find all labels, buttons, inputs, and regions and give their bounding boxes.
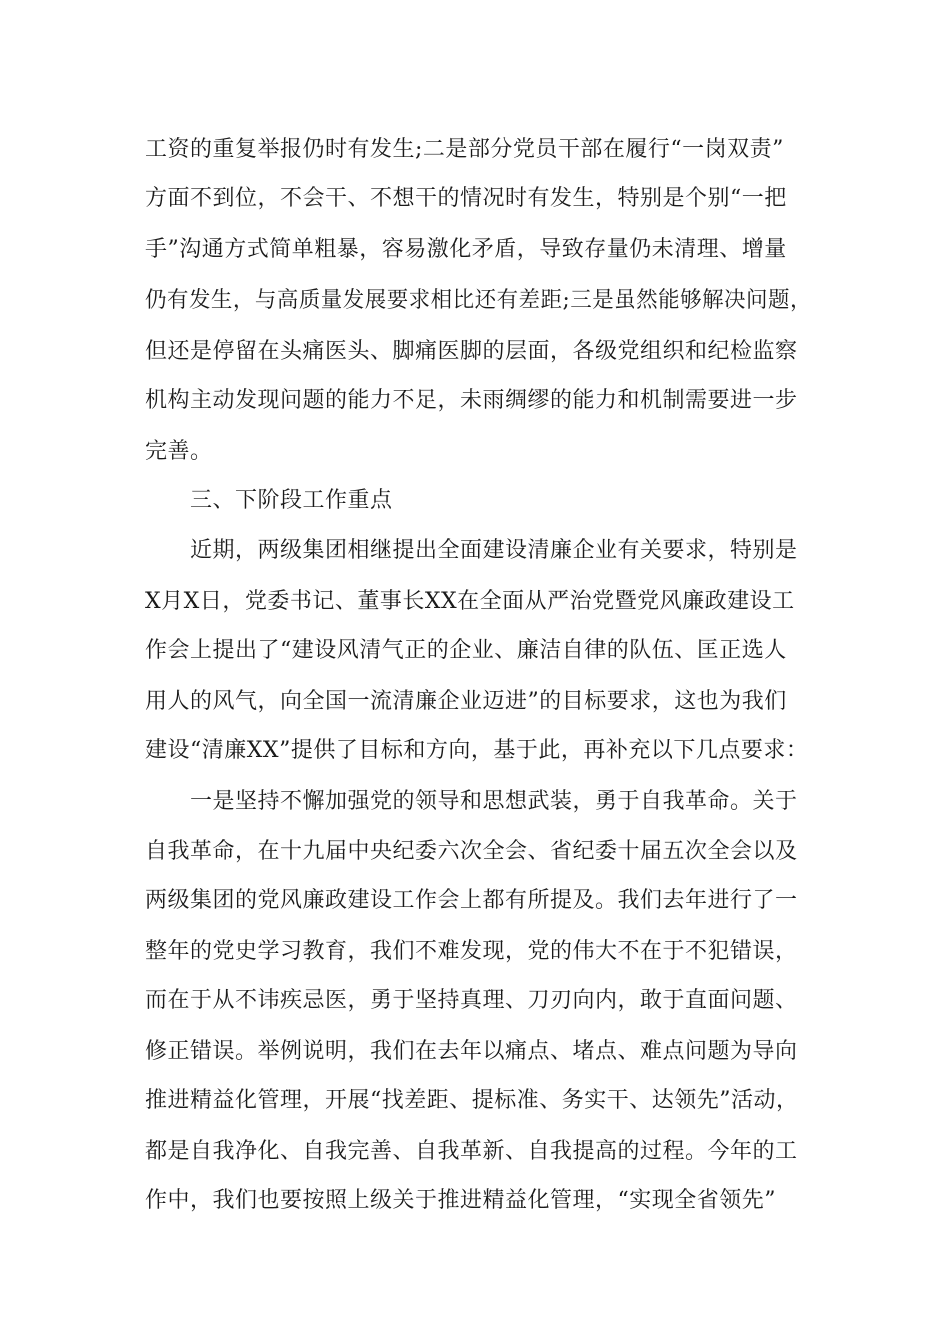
- text-line: 工资的重复举报仍时有发生;二是部分党员干部在履行“一岗双责”: [145, 137, 784, 162]
- text-line: 建设“清廉XX”提供了目标和方向，基于此，再补充以下几点要求：: [145, 738, 809, 763]
- text-line: 手”沟通方式简单粗暴，容易激化矛盾，导致存量仍未清理、增量: [145, 237, 787, 262]
- section-heading: 三、下阶段工作重点: [190, 488, 393, 513]
- text-line: 都是自我净化、自我完善、自我革新、自我提高的过程。今年的工: [145, 1139, 798, 1164]
- text-line: 推进精益化管理，开展“找差距、提标准、务实干、达领先”活动，: [145, 1088, 799, 1113]
- text-line: 作会上提出了“建设风清气正的企业、廉洁自律的队伍、匡正选人: [145, 638, 787, 663]
- text-line: 两级集团的党风廉政建设工作会上都有所提及。我们去年进行了一: [145, 888, 798, 913]
- text-line: 方面不到位，不会干、不想干的情况时有发生，特别是个别“一把: [145, 186, 787, 211]
- text-line: 用人的风气，向全国一流清廉企业迈进”的目标要求，这也为我们: [145, 689, 787, 714]
- text-line: 修正错误。举例说明，我们在去年以痛点、堵点、难点问题为导向: [145, 1039, 798, 1064]
- text-line: 而在于从不讳疾忌医，勇于坚持真理、刀刃向内，敢于直面问题、: [145, 988, 798, 1013]
- text-line: 整年的党史学习教育，我们不难发现，党的伟大不在于不犯错误，: [145, 939, 798, 964]
- text-line: 机构主动发现问题的能力不足，未雨绸缪的能力和机制需要进一步: [145, 388, 798, 413]
- text-line: 近期，两级集团相继提出全面建设清廉企业有关要求，特别是: [190, 538, 798, 563]
- text-line: X月X日，党委书记、董事长XX在全面从严治党暨党风廉政建设工: [145, 589, 795, 614]
- text-line: 一是坚持不懈加强党的领导和思想武装，勇于自我革命。关于: [190, 789, 798, 814]
- text-line: 完善。: [145, 439, 213, 464]
- text-line: 自我革命，在十九届中央纪委六次全会、省纪委十届五次全会以及: [145, 839, 798, 864]
- text-line: 仍有发生，与高质量发展要求相比还有差距;三是虽然能够解决问题，: [145, 288, 812, 313]
- text-line: 但还是停留在头痛医头、脚痛医脚的层面，各级党组织和纪检监察: [145, 339, 798, 364]
- text-line: 作中，我们也要按照上级关于推进精益化管理，“实现全省领先”: [145, 1188, 776, 1213]
